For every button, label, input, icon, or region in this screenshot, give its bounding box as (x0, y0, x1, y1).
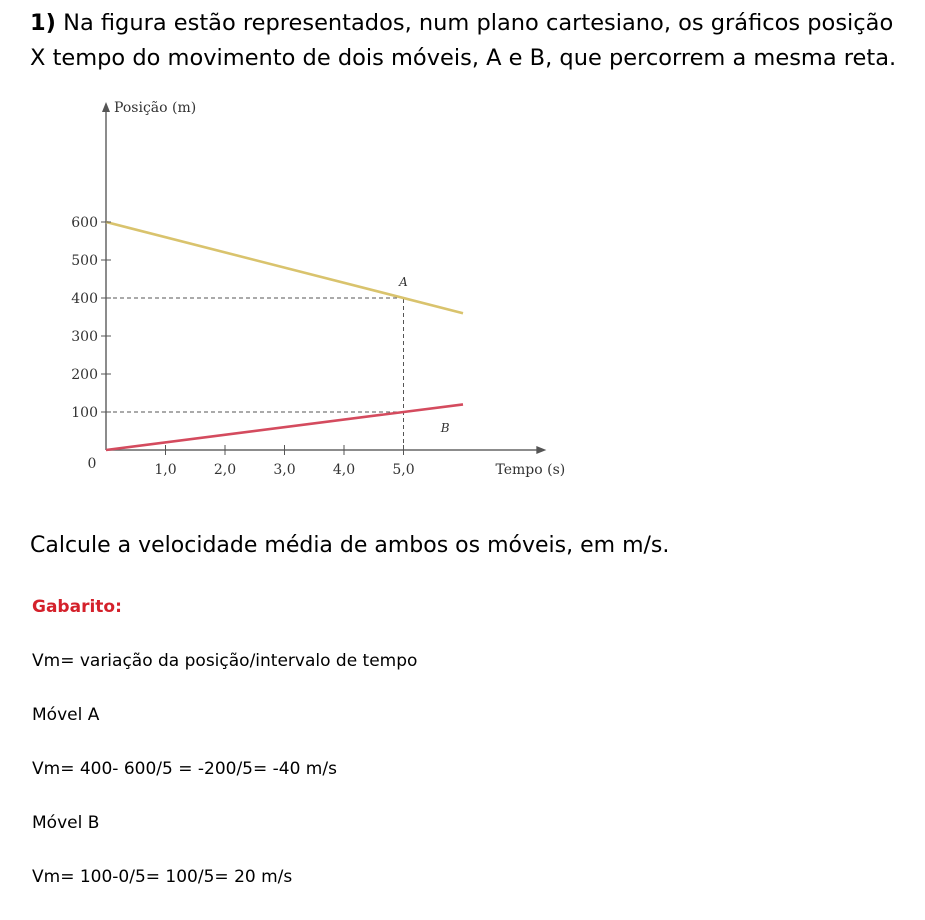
series-lines (106, 222, 463, 450)
x-tick-label: 1,0 (154, 462, 177, 478)
series-b-line (106, 404, 463, 450)
movel-a-calc: Vm= 400- 600/5 = -200/5= -40 m/s (32, 759, 337, 779)
movel-b-label: Móvel B (32, 813, 100, 833)
y-tick-label: 100 (71, 405, 98, 421)
y-tick-label: 200 (71, 367, 98, 383)
ticks (101, 222, 404, 455)
guide-lines (106, 298, 404, 450)
x-tick-label: 2,0 (213, 462, 237, 478)
x-axis-label: Tempo (s) (495, 462, 566, 478)
x-tick-label: 4,0 (332, 462, 356, 478)
question-number: 1) (30, 10, 56, 36)
answer-title: Gabarito: (32, 597, 122, 617)
origin-label: 0 (87, 456, 97, 472)
y-tick-label: 500 (71, 253, 98, 269)
series-a-label: A (399, 275, 408, 289)
y-tick-label: 300 (71, 329, 98, 345)
y-tick-label: 600 (71, 215, 98, 231)
y-tick-label: 400 (71, 291, 98, 307)
y-axis-arrow (102, 102, 110, 112)
series-b-label: B (440, 421, 450, 435)
question-line-2: X tempo do movimento de dois móveis, A e B, que percorrem a mesma reta. (30, 45, 897, 71)
question-text (30, 6, 920, 76)
series-a-line (106, 222, 463, 313)
x-tick-label: 5,0 (392, 462, 415, 478)
question-line-1: 1) Na figura estão representados, num plano cartesiano, os gráficos posição (30, 10, 894, 36)
answer-formula: Vm= variação da posição/intervalo de tempo (32, 651, 418, 671)
x-tick-label: 3,0 (273, 462, 296, 478)
movel-b-calc: Vm= 100-0/5= 100/5= 20 m/s (32, 867, 293, 887)
y-axis-label: Posição (m) (114, 100, 197, 116)
labels (71, 100, 565, 478)
prompt-text: Calcule a velocidade média de ambos os móveis, em m/s. (30, 533, 670, 558)
movel-a-label: Móvel A (32, 705, 100, 725)
x-axis-arrow (536, 446, 546, 454)
position-time-chart (0, 100, 600, 495)
